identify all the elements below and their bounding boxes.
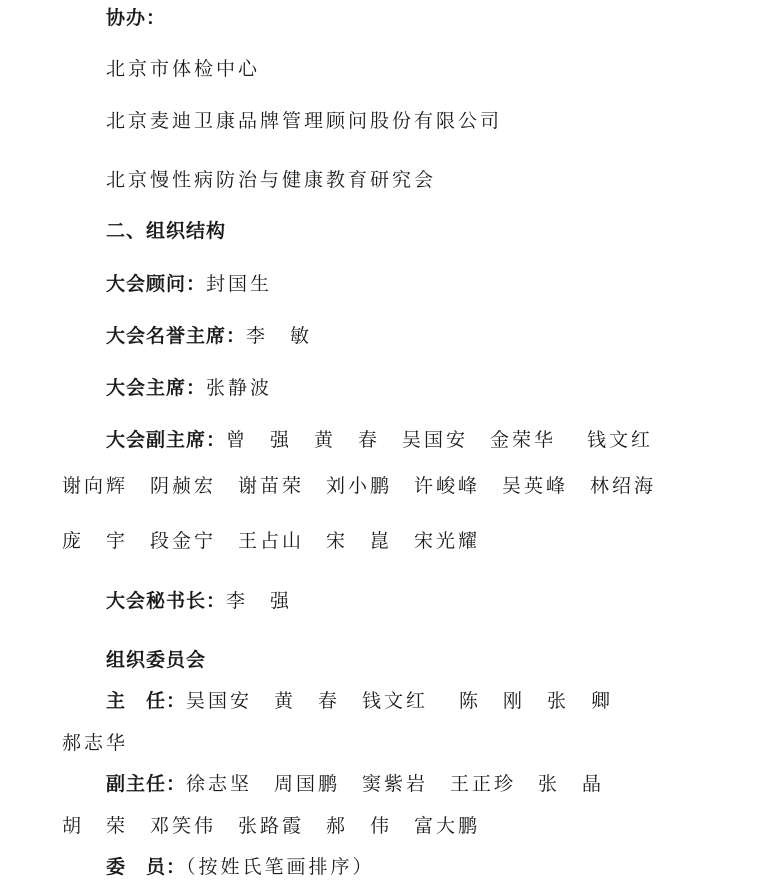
chair-value: 张静波 — [206, 377, 273, 399]
deputy-director-names-2: 胡 荣 邓笑伟 张路霞 郝 伟 富大鹏 — [62, 815, 481, 837]
director-names-1: 吴国安 黄 春 钱文红 陈 刚 张 卿 — [186, 690, 614, 712]
deputy-director-names-1: 徐志坚 周国鹏 窦紫岩 王正珍 张 晶 — [186, 773, 605, 795]
deputy-director-line-1 — [106, 775, 604, 794]
advisor-line — [106, 275, 272, 294]
director-label: 主 任： — [106, 690, 187, 712]
vice-chairs-names-1: 曾 强 黄 春 吴国安 金荣华 钱文红 — [226, 429, 654, 451]
honorary-chair-value: 李 敏 — [246, 325, 313, 347]
director-names-2: 郝志华 — [62, 732, 129, 754]
secretary-general-line — [106, 592, 292, 611]
chair-line — [106, 379, 272, 398]
vice-chairs-line-1 — [106, 431, 653, 450]
co-organizer-heading: 协办： — [106, 7, 167, 29]
advisor-value: 封国生 — [206, 273, 273, 295]
chair-label: 大会主席： — [106, 377, 207, 399]
secretary-general-label: 大会秘书长： — [106, 590, 227, 612]
members-note: （按姓氏笔画排序） — [186, 856, 375, 878]
vice-chairs-names-3: 庞 宇 段金宁 王占山 宋 崑 宋光耀 — [62, 530, 481, 552]
vice-chairs-names-2: 谢向辉 阴赪宏 谢苗荣 刘小鹏 许峻峰 吴英峰 林绍海 — [62, 475, 657, 497]
honorary-chair-label: 大会名誉主席： — [106, 325, 247, 347]
secretary-general-value: 李 强 — [226, 590, 293, 612]
co-organizer-3: 北京慢性病防治与健康教育研究会 — [106, 169, 437, 191]
organizing-committee-heading: 组织委员会 — [106, 649, 207, 671]
vice-chairs-label: 大会副主席： — [106, 429, 227, 451]
co-organizer-1: 北京市体检中心 — [106, 58, 261, 80]
co-organizer-2: 北京麦迪卫康品牌管理顾问股份有限公司 — [106, 110, 503, 132]
members-line — [106, 858, 375, 877]
honorary-chair-line — [106, 327, 312, 346]
members-label: 委 员： — [106, 856, 187, 878]
advisor-label: 大会顾问： — [106, 273, 207, 295]
director-line-1 — [106, 692, 613, 711]
deputy-director-label: 副主任： — [106, 773, 187, 795]
section-heading: 二、组织结构 — [106, 220, 227, 242]
